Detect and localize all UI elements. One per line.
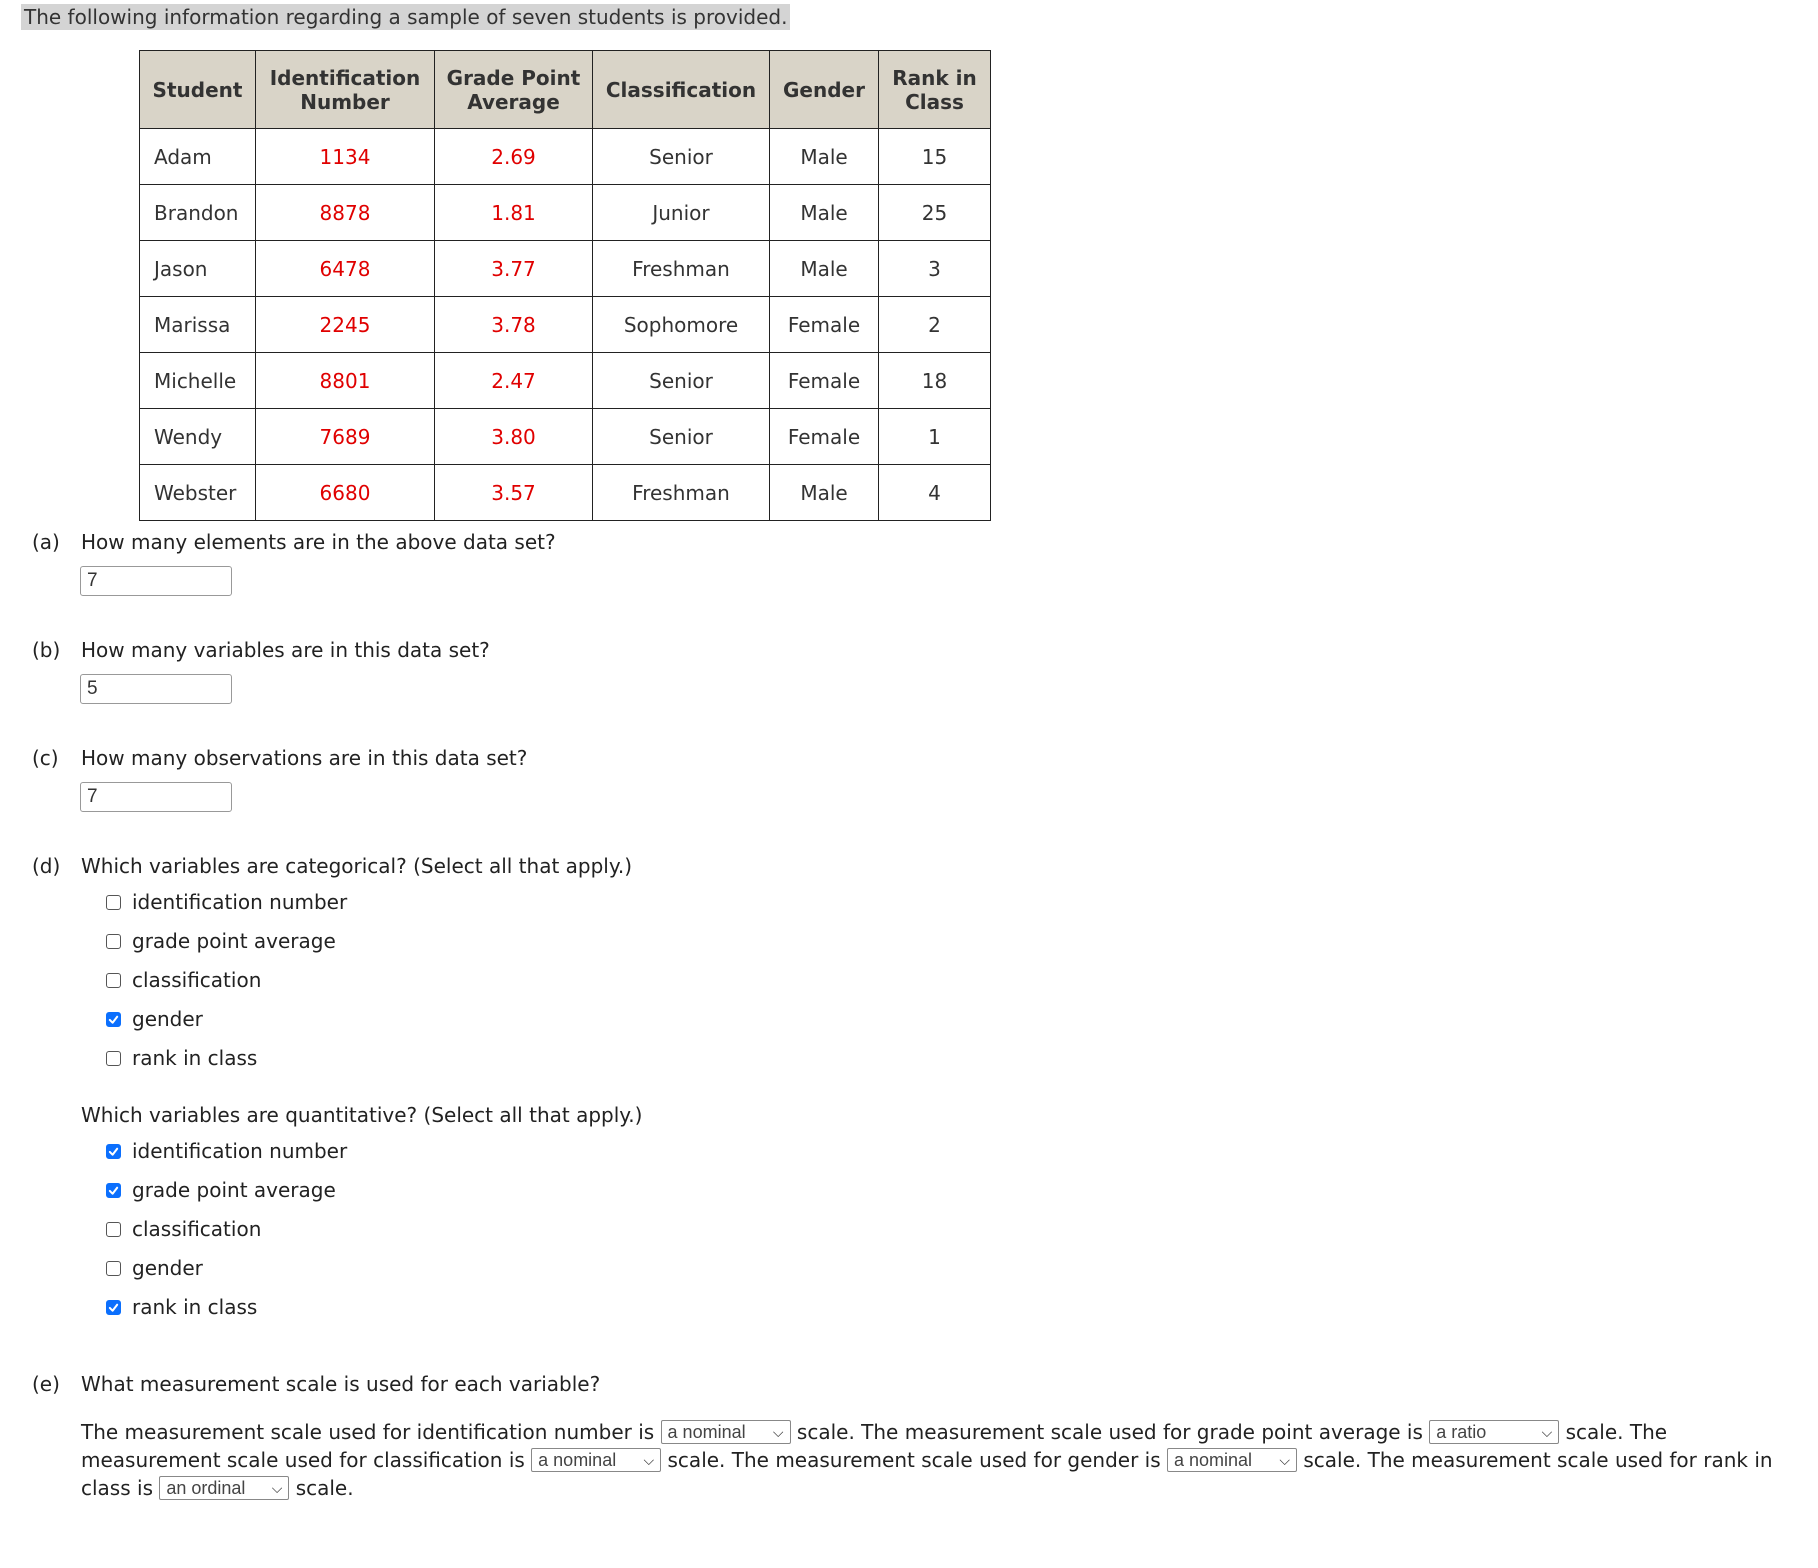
- cell-gender: Male: [770, 241, 879, 297]
- cell-classification: Senior: [593, 409, 770, 465]
- checkbox-label: identification number: [132, 890, 348, 914]
- chevron-down-icon: ⌵: [1541, 1424, 1553, 1440]
- checkbox-checked[interactable]: [106, 1183, 121, 1198]
- cell-student: Webster: [140, 465, 256, 521]
- checkbox-label: grade point average: [132, 929, 336, 953]
- question-e: [32, 1372, 600, 1396]
- cell-rank: 18: [879, 353, 991, 409]
- table-row: [140, 241, 991, 297]
- question-d-text: Which variables are categorical? (Select all that apply.): [81, 854, 632, 878]
- cell-id: 1134: [256, 129, 435, 185]
- question-a-text: How many elements are in the above data set?: [81, 530, 556, 554]
- quantitative-option[interactable]: [106, 1217, 261, 1241]
- checkbox-label: gender: [132, 1007, 203, 1031]
- question-c-label: (c): [32, 746, 59, 770]
- quantitative-option[interactable]: [106, 1295, 257, 1319]
- question-d: [32, 854, 632, 878]
- cell-gpa: 3.78: [435, 297, 593, 353]
- select-value: a nominal: [538, 1450, 617, 1470]
- checkbox-label: rank in class: [132, 1046, 258, 1070]
- header-gender: Gender: [770, 51, 879, 129]
- checkbox-unchecked[interactable]: [106, 973, 121, 988]
- header-classification: Classification: [593, 51, 770, 129]
- question-b-text: How many variables are in this data set?: [81, 638, 490, 662]
- checkbox-unchecked[interactable]: [106, 934, 121, 949]
- question-a-label: (a): [32, 530, 60, 554]
- cell-rank: 25: [879, 185, 991, 241]
- checkbox-label: rank in class: [132, 1295, 258, 1319]
- answer-a-input[interactable]: 7: [80, 566, 232, 596]
- checkbox-unchecked[interactable]: [106, 895, 121, 910]
- table-row: [140, 129, 991, 185]
- sentence-text: scale.: [295, 1476, 354, 1500]
- table-row: [140, 409, 991, 465]
- select-value: a ratio: [1436, 1422, 1487, 1442]
- cell-gender: Female: [770, 297, 879, 353]
- chevron-down-icon: ⌵: [643, 1452, 655, 1468]
- cell-gpa: 2.47: [435, 353, 593, 409]
- select-value: a nominal: [1174, 1450, 1253, 1470]
- cell-id: 6680: [256, 465, 435, 521]
- table-row: [140, 465, 991, 521]
- select-value: a nominal: [667, 1422, 746, 1442]
- cell-student: Jason: [140, 241, 256, 297]
- select-value: an ordinal: [166, 1478, 246, 1498]
- cell-classification: Freshman: [593, 465, 770, 521]
- cell-classification: Senior: [593, 353, 770, 409]
- header-id: Identification Number: [256, 51, 435, 129]
- cell-student: Michelle: [140, 353, 256, 409]
- cell-rank: 15: [879, 129, 991, 185]
- checkbox-label: classification: [132, 968, 262, 992]
- checkbox-label: grade point average: [132, 1178, 336, 1202]
- checkbox-unchecked[interactable]: [106, 1051, 121, 1066]
- cell-id: 8878: [256, 185, 435, 241]
- checkbox-label: identification number: [132, 1139, 348, 1163]
- scale-select-classification[interactable]: [531, 1448, 661, 1472]
- categorical-option[interactable]: [106, 890, 347, 914]
- cell-gpa: 1.81: [435, 185, 593, 241]
- sentence-text: scale. The measurement scale used for rank in class is: [81, 1448, 1773, 1500]
- cell-student: Adam: [140, 129, 256, 185]
- table-row: [140, 297, 991, 353]
- cell-rank: 4: [879, 465, 991, 521]
- table-header-row: [140, 51, 991, 129]
- question-d-label: (d): [32, 854, 61, 878]
- cell-gpa: 3.80: [435, 409, 593, 465]
- cell-classification: Junior: [593, 185, 770, 241]
- answer-b-input[interactable]: 5: [80, 674, 232, 704]
- header-student: Student: [140, 51, 256, 129]
- categorical-option[interactable]: [106, 1046, 257, 1070]
- checkmark-icon: [108, 1185, 119, 1196]
- cell-gender: Male: [770, 465, 879, 521]
- cell-gender: Female: [770, 353, 879, 409]
- sentence-text: scale. The measurement scale used for classification is: [81, 1420, 1668, 1472]
- table-row: [140, 353, 991, 409]
- question-b-label: (b): [32, 638, 61, 662]
- question-d-quant-text: Which variables are quantitative? (Select all that apply.): [81, 1103, 643, 1127]
- answer-c-input[interactable]: 7: [80, 782, 232, 812]
- sentence-text: scale. The measurement scale used for grade point average is: [796, 1420, 1423, 1444]
- cell-gpa: 2.69: [435, 129, 593, 185]
- students-table: [139, 50, 991, 521]
- cell-id: 2245: [256, 297, 435, 353]
- checkbox-unchecked[interactable]: [106, 1261, 121, 1276]
- cell-student: Brandon: [140, 185, 256, 241]
- checkbox-checked[interactable]: [106, 1300, 121, 1315]
- cell-classification: Sophomore: [593, 297, 770, 353]
- checkbox-label: classification: [132, 1217, 262, 1241]
- question-a: [32, 530, 556, 554]
- chevron-down-icon: ⌵: [271, 1480, 283, 1496]
- table-row: [140, 185, 991, 241]
- question-e-text: What measurement scale is used for each variable?: [81, 1372, 601, 1396]
- cell-gpa: 3.77: [435, 241, 593, 297]
- measurement-scale-paragraph: [81, 1418, 1781, 1502]
- cell-classification: Freshman: [593, 241, 770, 297]
- question-c-text: How many observations are in this data set?: [81, 746, 528, 770]
- cell-gender: Female: [770, 409, 879, 465]
- quantitative-option[interactable]: [106, 1139, 347, 1163]
- header-rank: Rank in Class: [879, 51, 991, 129]
- question-c: [32, 746, 527, 770]
- cell-gpa: 3.57: [435, 465, 593, 521]
- categorical-option[interactable]: [106, 1007, 203, 1031]
- checkmark-icon: [108, 1302, 119, 1313]
- cell-rank: 2: [879, 297, 991, 353]
- cell-classification: Senior: [593, 129, 770, 185]
- cell-gender: Male: [770, 185, 879, 241]
- quantitative-option[interactable]: [106, 1178, 336, 1202]
- scale-select-gender[interactable]: [1167, 1448, 1297, 1472]
- cell-student: Wendy: [140, 409, 256, 465]
- cell-id: 8801: [256, 353, 435, 409]
- scale-select-identification[interactable]: [661, 1420, 791, 1444]
- checkmark-icon: [108, 1146, 119, 1157]
- cell-rank: 3: [879, 241, 991, 297]
- categorical-option[interactable]: [106, 968, 261, 992]
- header-gpa: Grade Point Average: [435, 51, 593, 129]
- scale-select-gpa[interactable]: [1429, 1420, 1559, 1444]
- sentence-text: scale. The measurement scale used for gender is: [667, 1448, 1161, 1472]
- cell-gender: Male: [770, 129, 879, 185]
- cell-id: 6478: [256, 241, 435, 297]
- question-b: [32, 638, 490, 662]
- categorical-option[interactable]: [106, 929, 336, 953]
- checkbox-checked[interactable]: [106, 1012, 121, 1027]
- cell-student: Marissa: [140, 297, 256, 353]
- checkbox-unchecked[interactable]: [106, 1222, 121, 1237]
- chevron-down-icon: ⌵: [772, 1424, 784, 1440]
- quantitative-option[interactable]: [106, 1256, 203, 1280]
- scale-select-rank[interactable]: [159, 1476, 289, 1500]
- cell-id: 7689: [256, 409, 435, 465]
- question-e-label: (e): [32, 1372, 60, 1396]
- chevron-down-icon: ⌵: [1279, 1452, 1290, 1468]
- checkmark-icon: [108, 1014, 119, 1025]
- checkbox-checked[interactable]: [106, 1144, 121, 1159]
- checkbox-label: gender: [132, 1256, 203, 1280]
- intro-text: The following information regarding a sample of seven students is provided.: [21, 4, 790, 30]
- cell-rank: 1: [879, 409, 991, 465]
- sentence-text: The measurement scale used for identification number is: [81, 1420, 655, 1444]
